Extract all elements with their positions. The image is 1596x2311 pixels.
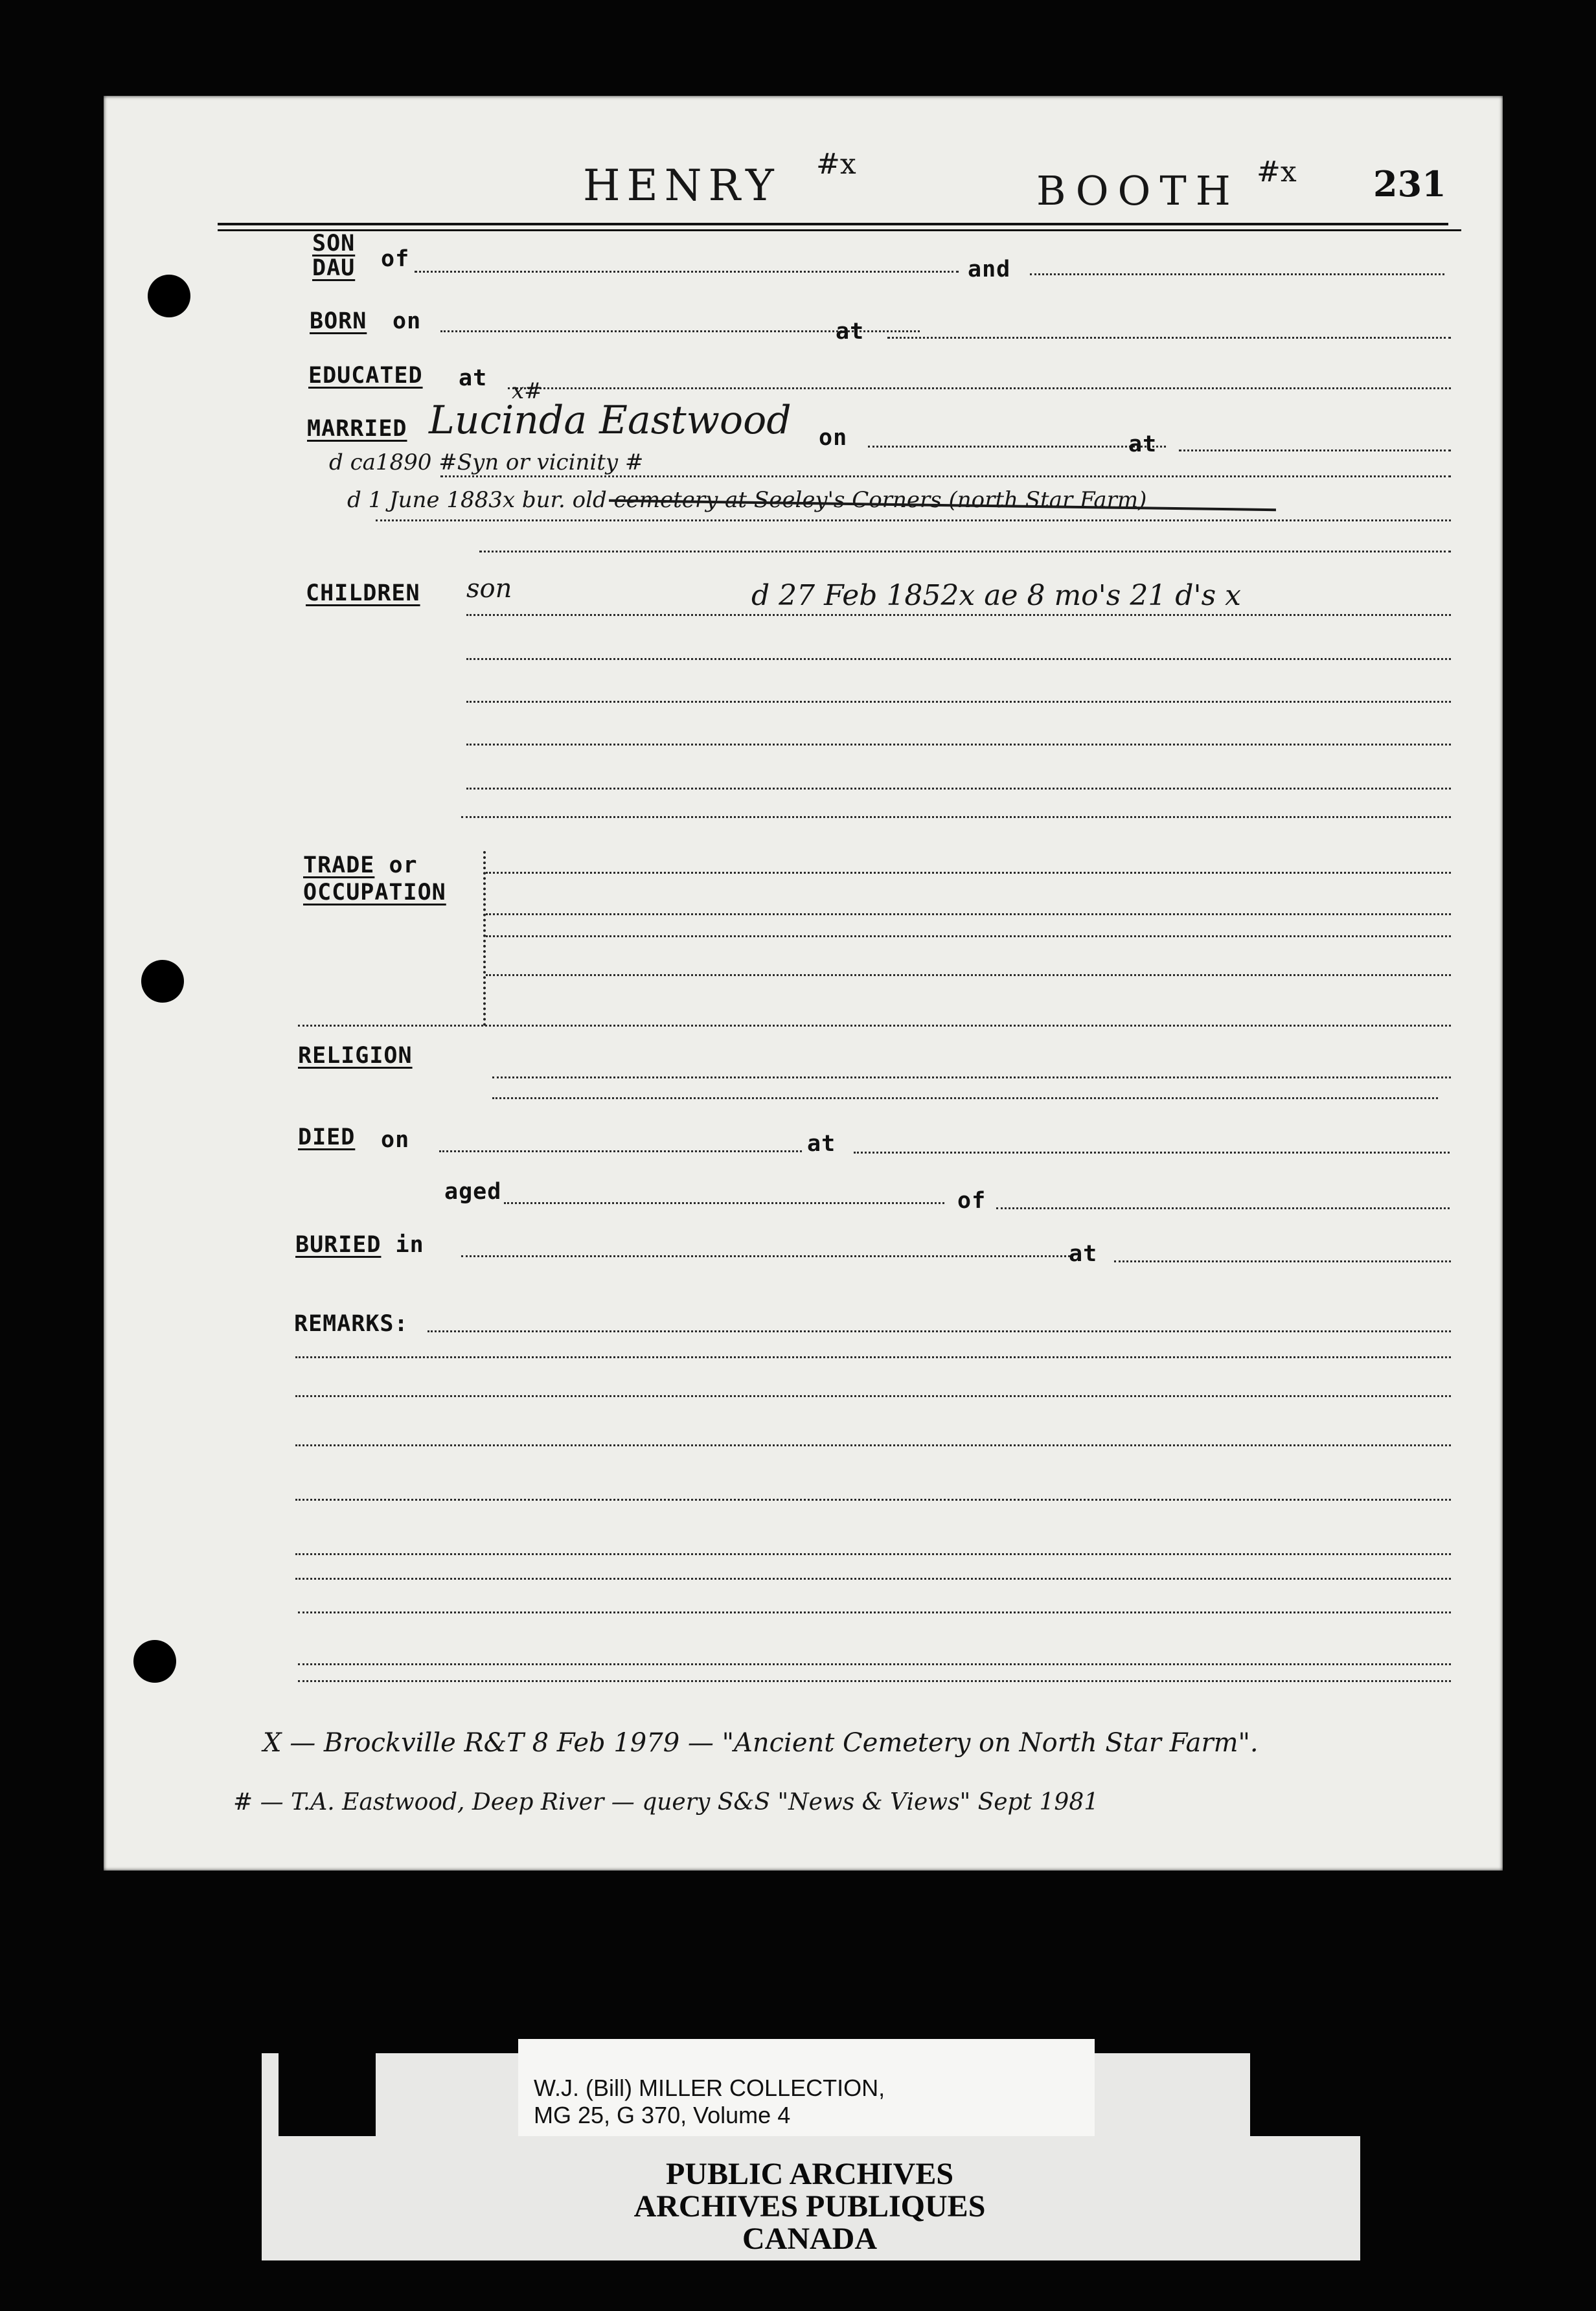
buried-label-row bbox=[295, 1232, 424, 1258]
punch-hole-top bbox=[148, 275, 190, 317]
punch-hole-bottom bbox=[133, 1640, 176, 1683]
spouse-name: Lucinda Eastwood bbox=[429, 398, 792, 443]
died-place-line bbox=[854, 1152, 1450, 1154]
remarks-line-8 bbox=[298, 1611, 1451, 1613]
trade-word: TRADE bbox=[303, 852, 375, 878]
married-label: MARRIED bbox=[307, 416, 407, 442]
remarks-line-4 bbox=[295, 1444, 1451, 1446]
given-name: HENRY bbox=[583, 161, 781, 211]
buried-place-line bbox=[1114, 1260, 1451, 1262]
children-line-3 bbox=[466, 701, 1451, 703]
footnote-hash: # — T.A. Eastwood, Deep River — query S&S "News & Views" Sept 1981 bbox=[233, 1789, 1099, 1816]
given-name-marks: #x bbox=[816, 148, 856, 181]
spouse-marks: x# bbox=[512, 378, 543, 404]
header-rule-2 bbox=[218, 229, 1461, 231]
educated-line bbox=[508, 387, 1451, 389]
married-at-label: at bbox=[1128, 431, 1157, 457]
remarks-line-1 bbox=[428, 1330, 1451, 1332]
married-date-line bbox=[868, 446, 1166, 448]
died-label: DIED bbox=[298, 1124, 356, 1150]
dau-label: DAU bbox=[312, 255, 356, 281]
born-place-line bbox=[887, 337, 1451, 339]
educated-at-label: at bbox=[459, 365, 488, 391]
father-line bbox=[415, 271, 959, 273]
educated-label: EDUCATED bbox=[308, 363, 423, 389]
religion-line-1 bbox=[492, 1076, 1451, 1078]
header-rule bbox=[218, 223, 1448, 225]
occupation-bracket bbox=[483, 851, 486, 1026]
archive-line-2: ARCHIVES PUBLIQUES bbox=[633, 2189, 986, 2224]
married-note-2: d 1 June 1883x bur. old cemetery at Seeley's Corners (north Star Farm) bbox=[347, 487, 1147, 513]
religion-label: RELIGION bbox=[298, 1043, 413, 1069]
surname-marks: #x bbox=[1257, 155, 1297, 188]
trade-label bbox=[303, 852, 418, 878]
tag-notch-left bbox=[279, 2053, 376, 2136]
page-number: 231 bbox=[1373, 163, 1446, 205]
born-label: BORN bbox=[310, 308, 367, 334]
married-place-line bbox=[1179, 450, 1451, 451]
born-on-label: on bbox=[393, 308, 422, 334]
occupation-label: OCCUPATION bbox=[303, 880, 446, 905]
archive-line-1: PUBLIC ARCHIVES bbox=[665, 2157, 954, 2191]
occupation-line-5 bbox=[298, 1025, 1451, 1027]
buried-in-label: in bbox=[395, 1232, 424, 1258]
son-label: SON bbox=[312, 231, 356, 256]
remarks-line-10 bbox=[298, 1680, 1451, 1682]
remarks-line-3 bbox=[295, 1395, 1451, 1397]
aged-of-label: of bbox=[957, 1188, 986, 1214]
remarks-line-9 bbox=[298, 1663, 1451, 1665]
remarks-line-2 bbox=[295, 1356, 1451, 1358]
buried-at-label: at bbox=[1069, 1241, 1098, 1267]
archive-line-3: CANADA bbox=[742, 2222, 877, 2256]
punch-hole-middle bbox=[141, 960, 184, 1003]
died-on-label: on bbox=[381, 1127, 410, 1153]
married-note-line-1 bbox=[440, 475, 1451, 477]
children-line-6 bbox=[461, 816, 1451, 818]
children-line-5 bbox=[466, 788, 1451, 790]
born-at-label: at bbox=[836, 319, 865, 345]
remarks-line-5 bbox=[295, 1499, 1451, 1501]
child-1: son bbox=[466, 574, 512, 604]
occupation-line-3 bbox=[486, 935, 1451, 937]
died-at-label: at bbox=[807, 1131, 836, 1157]
surname: BOOTH bbox=[1036, 167, 1240, 214]
married-note-1: d ca1890 #Syn or vicinity # bbox=[329, 450, 644, 475]
buried-label: BURIED bbox=[295, 1232, 382, 1258]
married-note-line-2 bbox=[376, 519, 1451, 521]
aged-of-line bbox=[996, 1207, 1450, 1209]
married-on-label: on bbox=[819, 425, 848, 451]
child-1-detail: d 27 Feb 1852x ae 8 mo's 21 d's x bbox=[751, 579, 1241, 612]
remarks-label: REMARKS: bbox=[294, 1311, 409, 1337]
of-label: of bbox=[381, 246, 410, 272]
religion-line-2 bbox=[492, 1097, 1438, 1099]
children-line-1 bbox=[466, 614, 1451, 616]
tag-notch-right bbox=[1250, 2053, 1360, 2136]
children-line-2 bbox=[466, 658, 1451, 660]
index-card bbox=[104, 96, 1503, 1871]
occupation-line-4 bbox=[486, 974, 1451, 976]
or-word: or bbox=[389, 852, 418, 878]
occupation-line-1 bbox=[486, 872, 1451, 874]
footnote-x: X — Brockville R&T 8 Feb 1979 — "Ancient Cemetery on North Star Farm". bbox=[263, 1728, 1259, 1758]
aged-line bbox=[504, 1202, 944, 1204]
children-label: CHILDREN bbox=[306, 580, 420, 606]
remarks-line-6 bbox=[295, 1553, 1451, 1555]
died-date-line bbox=[439, 1150, 802, 1152]
remarks-line-7 bbox=[295, 1578, 1451, 1580]
and-label: and bbox=[968, 256, 1011, 282]
occupation-line-2 bbox=[486, 913, 1451, 915]
aged-label: aged bbox=[444, 1179, 502, 1205]
children-line-4 bbox=[466, 744, 1451, 746]
mother-line bbox=[1030, 273, 1444, 275]
collection-line-2: MG 25, G 370, Volume 4 bbox=[534, 2102, 791, 2128]
married-note-line-3 bbox=[479, 551, 1451, 552]
buried-line bbox=[461, 1255, 1070, 1257]
collection-line-1: W.J. (Bill) MILLER COLLECTION, bbox=[534, 2075, 885, 2101]
